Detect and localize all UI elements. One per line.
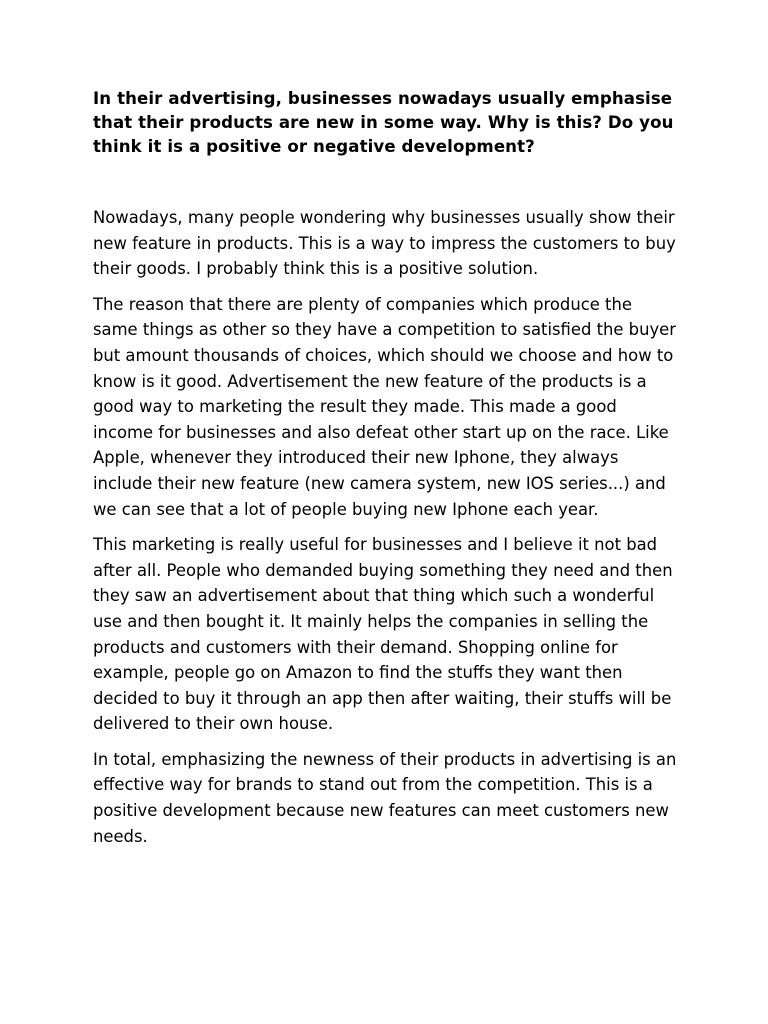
essay-paragraph-conclusion: In total, emphasizing the newness of their products in advertising is an effective way for brands to stand out from the competition. This is a positive development because new features can meet customers new needs.: [93, 749, 677, 846]
document-page: [93, 87, 678, 859]
essay-paragraph-opinion: This marketing is really useful for businesses and I believe it not bad after all. People who demanded buying something they need and then they saw an advertisement about that thing which such a wonderful use and then bought it. It mainly helps the companies in selling the products and customers with their demand. Shopping online for example, people go on Amazon to find the stuffs they want then decided to buy it through an app then after waiting, their stuffs will be delivered to their own house.: [93, 535, 673, 734]
essay-paragraph-reason: The reason that there are plenty of companies which produce the same things as other so they have a competition to satisfied the buyer but amount thousands of choices, which should we choose and how to know is it good. Advertisement the new feature of the products is a good way to marketing the result they made. This made a good income for businesses and also defeat other start up on the race. Like Apple, whenever they introduced their new Iphone, they always include their new feature (new camera system, new IOS series...) and we can see that a lot of people buying new Iphone each year.: [93, 294, 676, 519]
essay-question: In their advertising, businesses nowadays usually emphasise that their products are new in some way. Why is this? Do you think it is a positive or negative development?: [93, 89, 674, 156]
essay-paragraph-intro: Nowadays, many people wondering why businesses usually show their new feature in products. This is a way to impress the customers to buy their goods. I probably think this is a positive solution.: [93, 208, 676, 279]
